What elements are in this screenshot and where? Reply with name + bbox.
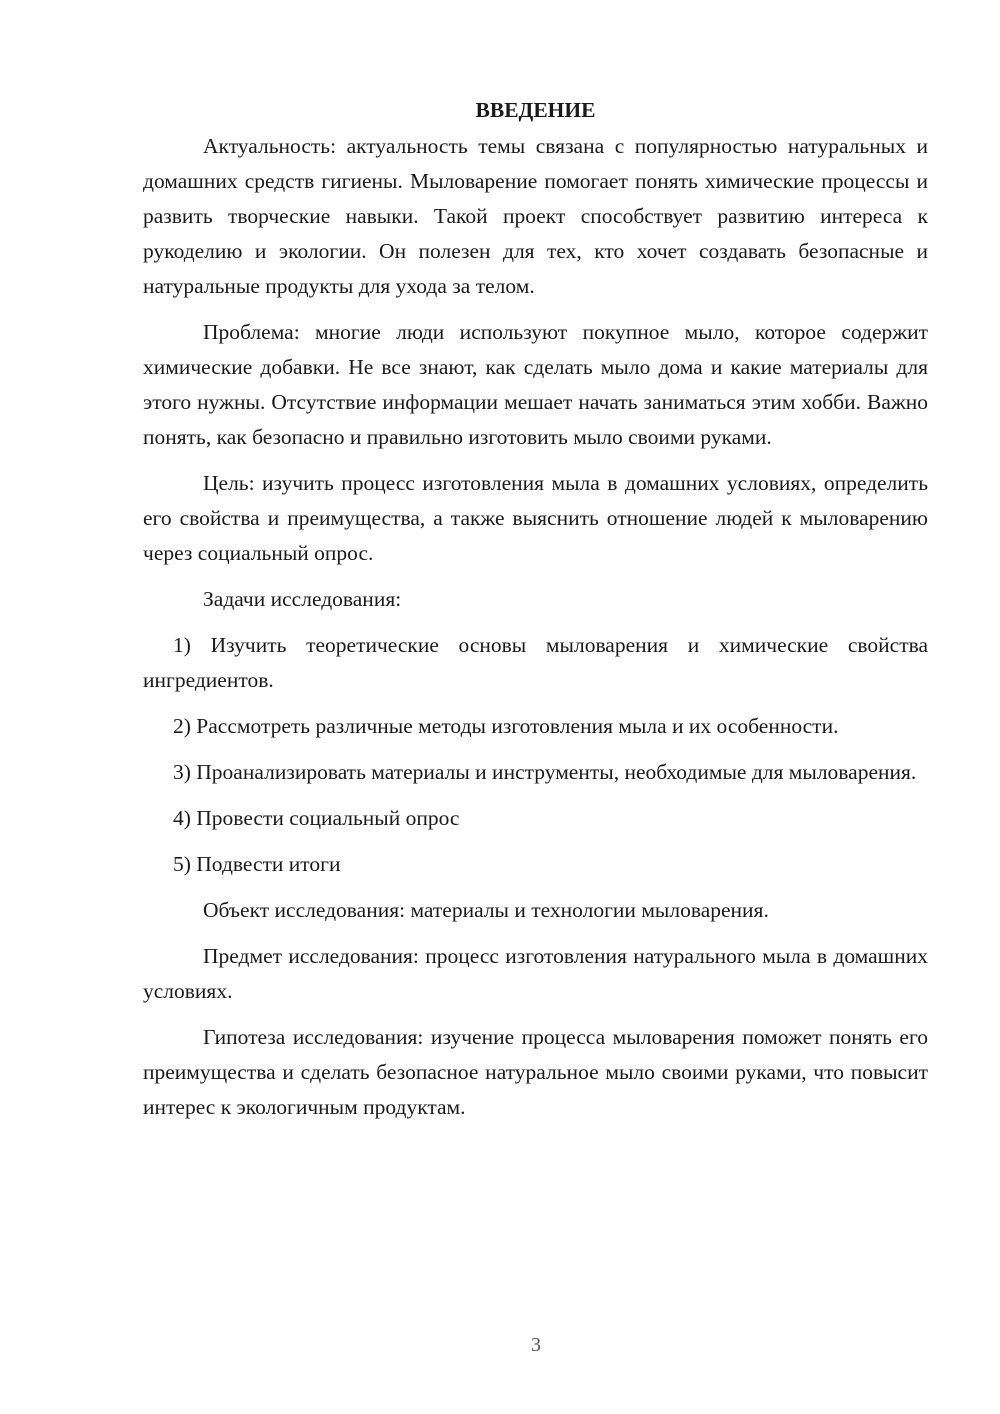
hypothesis-paragraph: Гипотеза исследования: изучение процесса мыловарения поможет понять его преимущества и сделать безопасное натуральное мыло своими руками, что повысит интерес к экологичным продуктам. xyxy=(143,1025,928,1119)
task-item-5: 5) Подвести итоги xyxy=(173,852,341,876)
tasks-heading: Задачи исследования: xyxy=(203,587,402,611)
page-content xyxy=(143,93,928,1125)
problem-paragraph: Проблема: многие люди используют покупное мыло, которое содержит химические добавки. Не все знают, как сделать мыло дома и какие материалы для этого нужны. Отсутствие информации мешает начать заниматься этим хобби. Важно понять, как безопасно и правильно изготовить мыло своими руками. xyxy=(143,320,928,449)
object-paragraph: Объект исследования: материалы и технологии мыловарения. xyxy=(203,898,769,922)
task-item-1: 1) Изучить теоретические основы мыловарения и химические свойства ингредиентов. xyxy=(143,633,928,692)
task-item-3: 3) Проанализировать материалы и инструменты, необходимые для мыловарения. xyxy=(173,760,917,784)
goal-paragraph: Цель: изучить процесс изготовления мыла в домашних условиях, определить его свойства и преимущества, а также выяснить отношение людей к мыловарению через социальный опрос. xyxy=(143,471,928,565)
page-number: 3 xyxy=(531,1334,541,1356)
task-item-4: 4) Провести социальный опрос xyxy=(173,806,460,830)
subject-paragraph: Предмет исследования: процесс изготовления натурального мыла в домашних условиях. xyxy=(143,944,928,1003)
relevance-paragraph: Актуальность: актуальность темы связана с популярностью натуральных и домашних средств гигиены. Мыловарение помогает понять химические процессы и развить творческие навыки. Такой проект способствует развитию интереса к рукоделию и экологии. Он полезен для тех, кто хочет создавать безопасные и натуральные продукты для ухода за телом. xyxy=(143,134,928,298)
section-title: ВВЕДЕНИЕ xyxy=(475,98,596,122)
task-item-2: 2) Рассмотреть различные методы изготовления мыла и их особенности. xyxy=(173,714,839,738)
